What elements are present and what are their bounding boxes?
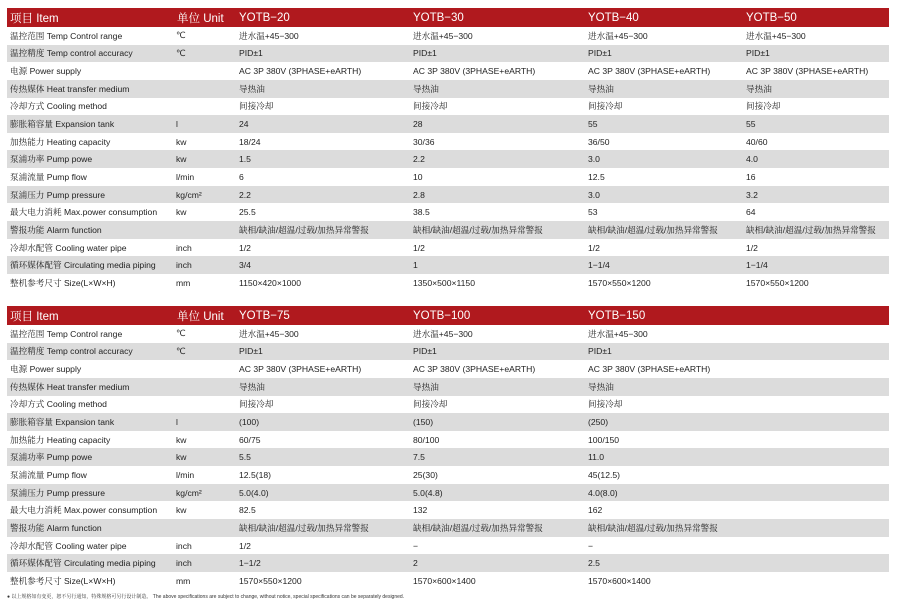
row-value: 进水温+45−300 <box>584 27 742 45</box>
row-value: 30/36 <box>409 133 584 151</box>
footnote: ● 以上规格如有变更，恕不另行通知，特殊规格可另行设计制造。 The above specifications are subject to change, without notice, special specifications can be separately designed. <box>7 594 405 600</box>
row-value: 1570×550×1200 <box>235 572 409 590</box>
row-value: 1/2 <box>742 239 889 257</box>
row-value: 60/75 <box>235 431 409 449</box>
row-value <box>742 396 889 414</box>
row-value: (100) <box>235 413 409 431</box>
row-unit <box>174 80 235 98</box>
row-value: 4.0 <box>742 150 889 168</box>
table-row <box>7 501 889 519</box>
row-value: 进水温+45−300 <box>409 325 584 343</box>
row-value: 3.0 <box>584 186 742 204</box>
table-row <box>7 98 889 116</box>
row-value: 1350×500×1150 <box>409 274 584 292</box>
header-model: YOTB−150 <box>584 306 742 325</box>
row-value: 缺相/缺油/超温/过载/加热异常警报 <box>409 519 584 537</box>
row-value: 18/24 <box>235 133 409 151</box>
row-value: 2.2 <box>235 186 409 204</box>
row-item-label: 膨胀箱容量 Expansion tank <box>7 115 174 133</box>
row-value: 进水温+45−300 <box>584 325 742 343</box>
row-value: 5.0(4.8) <box>409 484 584 502</box>
row-item-label: 加热能力 Heating capacity <box>7 133 174 151</box>
row-value <box>742 413 889 431</box>
row-value: 45(12.5) <box>584 466 742 484</box>
row-value: 导热油 <box>584 80 742 98</box>
row-value <box>742 501 889 519</box>
row-value: 1570×550×1200 <box>584 274 742 292</box>
row-value: 1/2 <box>235 239 409 257</box>
row-value: (250) <box>584 413 742 431</box>
row-value: 3/4 <box>235 256 409 274</box>
row-value: 2.5 <box>584 554 742 572</box>
row-value: 3.0 <box>584 150 742 168</box>
row-value: 64 <box>742 203 889 221</box>
header-unit: 单位 Unit <box>174 306 235 325</box>
table-row <box>7 168 889 186</box>
row-value: 3.2 <box>742 186 889 204</box>
row-value: 缺相/缺油/超温/过载/加热异常警报 <box>409 221 584 239</box>
row-item-label: 温控精度 Temp control accuracy <box>7 343 174 361</box>
row-value <box>742 343 889 361</box>
row-value: − <box>584 537 742 555</box>
row-value: 10 <box>409 168 584 186</box>
row-value: 2 <box>409 554 584 572</box>
row-item-label: 泵浦压力 Pump pressure <box>7 484 174 502</box>
row-value: AC 3P 380V (3PHASE+eARTH) <box>742 62 889 80</box>
row-unit: kw <box>174 431 235 449</box>
row-item-label: 温控精度 Temp control accuracy <box>7 45 174 63</box>
header-model <box>742 306 889 325</box>
table-row <box>7 80 889 98</box>
row-item-label: 泵浦功率 Pump powe <box>7 150 174 168</box>
row-item-label: 最大电力消耗 Max.power consumption <box>7 501 174 519</box>
row-value <box>742 484 889 502</box>
row-item-label: 加热能力 Heating capacity <box>7 431 174 449</box>
row-value: 进水温+45−300 <box>409 27 584 45</box>
row-value: 132 <box>409 501 584 519</box>
row-value: AC 3P 380V (3PHASE+eARTH) <box>409 62 584 80</box>
row-value: 55 <box>584 115 742 133</box>
row-item-label: 警报功能 Alarm function <box>7 221 174 239</box>
row-item-label: 冷却方式 Cooling method <box>7 396 174 414</box>
row-value: 2.2 <box>409 150 584 168</box>
row-value: AC 3P 380V (3PHASE+eARTH) <box>409 360 584 378</box>
row-value: PID±1 <box>742 45 889 63</box>
row-value: − <box>409 537 584 555</box>
row-item-label: 电源 Power supply <box>7 360 174 378</box>
row-unit: ℃ <box>174 45 235 63</box>
row-item-label: 循环媒体配管 Circulating media piping <box>7 554 174 572</box>
row-value: 缺相/缺油/超温/过载/加热异常警报 <box>742 221 889 239</box>
row-value: 1.5 <box>235 150 409 168</box>
spec-table-2 <box>7 306 889 590</box>
row-item-label: 传热媒体 Heat transfer medium <box>7 378 174 396</box>
row-item-label: 整机参考尺寸 Size(L×W×H) <box>7 274 174 292</box>
row-unit <box>174 62 235 80</box>
row-value: 间接冷却 <box>409 396 584 414</box>
table-row <box>7 186 889 204</box>
row-value <box>742 537 889 555</box>
row-item-label: 循环媒体配管 Circulating media piping <box>7 256 174 274</box>
row-value: 间接冷却 <box>584 396 742 414</box>
row-value: 28 <box>409 115 584 133</box>
row-value <box>742 466 889 484</box>
row-value: 进水温+45−300 <box>235 27 409 45</box>
row-value: PID±1 <box>235 343 409 361</box>
header-model: YOTB−30 <box>409 8 584 27</box>
table-row <box>7 256 889 274</box>
row-value: 5.5 <box>235 448 409 466</box>
row-value: PID±1 <box>584 343 742 361</box>
row-item-label: 警报功能 Alarm function <box>7 519 174 537</box>
row-value: 1−1/4 <box>742 256 889 274</box>
table-row <box>7 572 889 590</box>
row-value: (150) <box>409 413 584 431</box>
table-row <box>7 274 889 292</box>
row-value: 导热油 <box>584 378 742 396</box>
table-row <box>7 221 889 239</box>
table-row <box>7 378 889 396</box>
row-item-label: 整机参考尺寸 Size(L×W×H) <box>7 572 174 590</box>
row-unit: kw <box>174 501 235 519</box>
row-value <box>742 431 889 449</box>
row-unit: kw <box>174 448 235 466</box>
row-value: 162 <box>584 501 742 519</box>
row-item-label: 泵浦流量 Pump flow <box>7 168 174 186</box>
row-value: 1570×550×1200 <box>742 274 889 292</box>
row-value: 36/50 <box>584 133 742 151</box>
row-value: 缺相/缺油/超温/过载/加热异常警报 <box>584 221 742 239</box>
table-row <box>7 466 889 484</box>
row-value: 4.0(8.0) <box>584 484 742 502</box>
table-header-row <box>7 306 889 325</box>
table-row <box>7 537 889 555</box>
row-unit <box>174 378 235 396</box>
table-row <box>7 448 889 466</box>
header-item: 项目 Item <box>7 306 174 325</box>
table-row <box>7 484 889 502</box>
row-unit: inch <box>174 537 235 555</box>
table-row <box>7 115 889 133</box>
row-value: 进水温+45−300 <box>235 325 409 343</box>
row-item-label: 温控范围 Temp Control range <box>7 325 174 343</box>
table-row <box>7 62 889 80</box>
row-item-label: 泵浦功率 Pump powe <box>7 448 174 466</box>
row-value: 7.5 <box>409 448 584 466</box>
row-value: 80/100 <box>409 431 584 449</box>
row-value: 导热油 <box>235 378 409 396</box>
row-unit: kg/cm² <box>174 484 235 502</box>
row-value: 6 <box>235 168 409 186</box>
row-value: AC 3P 380V (3PHASE+eARTH) <box>235 360 409 378</box>
table-row <box>7 396 889 414</box>
row-unit: ℃ <box>174 325 235 343</box>
row-value: 1570×600×1400 <box>409 572 584 590</box>
row-item-label: 电源 Power supply <box>7 62 174 80</box>
row-value: AC 3P 380V (3PHASE+eARTH) <box>584 62 742 80</box>
table-row <box>7 360 889 378</box>
row-unit: ℃ <box>174 27 235 45</box>
row-unit: kw <box>174 150 235 168</box>
table-header-row <box>7 8 889 27</box>
row-value: 82.5 <box>235 501 409 519</box>
row-item-label: 传热媒体 Heat transfer medium <box>7 80 174 98</box>
row-item-label: 冷却水配管 Cooling water pipe <box>7 239 174 257</box>
row-unit: mm <box>174 572 235 590</box>
row-value <box>742 325 889 343</box>
row-value: 11.0 <box>584 448 742 466</box>
row-unit: l/min <box>174 466 235 484</box>
row-unit <box>174 221 235 239</box>
row-item-label: 泵浦流量 Pump flow <box>7 466 174 484</box>
table-row <box>7 325 889 343</box>
row-unit <box>174 396 235 414</box>
row-value: 55 <box>742 115 889 133</box>
row-value: 38.5 <box>409 203 584 221</box>
row-value: 间接冷却 <box>584 98 742 116</box>
table-row <box>7 133 889 151</box>
row-value: 5.0(4.0) <box>235 484 409 502</box>
row-value: AC 3P 380V (3PHASE+eARTH) <box>584 360 742 378</box>
row-value <box>742 554 889 572</box>
header-model: YOTB−100 <box>409 306 584 325</box>
row-unit: kg/cm² <box>174 186 235 204</box>
header-model: YOTB−75 <box>235 306 409 325</box>
row-value <box>742 360 889 378</box>
row-value: 24 <box>235 115 409 133</box>
row-unit: l/min <box>174 168 235 186</box>
row-item-label: 泵浦压力 Pump pressure <box>7 186 174 204</box>
row-value: 1/2 <box>235 537 409 555</box>
table-row <box>7 413 889 431</box>
row-unit: ℃ <box>174 343 235 361</box>
row-value: 间接冷却 <box>742 98 889 116</box>
row-value: 1−1/4 <box>584 256 742 274</box>
row-value: 进水温+45−300 <box>742 27 889 45</box>
row-value: 导热油 <box>742 80 889 98</box>
row-value: 12.5(18) <box>235 466 409 484</box>
header-model: YOTB−40 <box>584 8 742 27</box>
row-value: 1570×600×1400 <box>584 572 742 590</box>
row-unit <box>174 519 235 537</box>
row-value: PID±1 <box>235 45 409 63</box>
row-unit: kw <box>174 203 235 221</box>
table-row <box>7 343 889 361</box>
row-value: 25.5 <box>235 203 409 221</box>
header-unit: 单位 Unit <box>174 8 235 27</box>
row-value: PID±1 <box>584 45 742 63</box>
row-value: 1150×420×1000 <box>235 274 409 292</box>
row-value: AC 3P 380V (3PHASE+eARTH) <box>235 62 409 80</box>
row-value: 1/2 <box>409 239 584 257</box>
row-value: 间接冷却 <box>235 98 409 116</box>
header-model: YOTB−20 <box>235 8 409 27</box>
table-row <box>7 150 889 168</box>
row-value: PID±1 <box>409 343 584 361</box>
header-item: 项目 Item <box>7 8 174 27</box>
table-row <box>7 45 889 63</box>
row-value: 53 <box>584 203 742 221</box>
row-value <box>742 378 889 396</box>
row-value: 1 <box>409 256 584 274</box>
row-value: 16 <box>742 168 889 186</box>
row-value <box>742 519 889 537</box>
row-value: 12.5 <box>584 168 742 186</box>
table-row <box>7 203 889 221</box>
spec-table-1 <box>7 8 889 292</box>
row-value: 1/2 <box>584 239 742 257</box>
row-value: 40/60 <box>742 133 889 151</box>
row-value: 导热油 <box>409 378 584 396</box>
row-value: 间接冷却 <box>409 98 584 116</box>
row-value: 缺相/缺油/超温/过载/加热异常警报 <box>235 519 409 537</box>
row-value: 缺相/缺油/超温/过载/加热异常警报 <box>584 519 742 537</box>
row-value: 缺相/缺油/超温/过载/加热异常警报 <box>235 221 409 239</box>
row-value: PID±1 <box>409 45 584 63</box>
row-item-label: 冷却水配管 Cooling water pipe <box>7 537 174 555</box>
row-value: 1−1/2 <box>235 554 409 572</box>
row-value: 2.8 <box>409 186 584 204</box>
row-value: 导热油 <box>235 80 409 98</box>
row-unit: l <box>174 115 235 133</box>
table-row <box>7 519 889 537</box>
header-model: YOTB−50 <box>742 8 889 27</box>
row-value <box>742 572 889 590</box>
row-unit: l <box>174 413 235 431</box>
row-unit: mm <box>174 274 235 292</box>
table-row <box>7 239 889 257</box>
table-row <box>7 431 889 449</box>
row-unit: inch <box>174 239 235 257</box>
row-item-label: 冷却方式 Cooling method <box>7 98 174 116</box>
table-row <box>7 27 889 45</box>
row-value <box>742 448 889 466</box>
row-item-label: 最大电力消耗 Max.power consumption <box>7 203 174 221</box>
row-value: 间接冷却 <box>235 396 409 414</box>
row-unit <box>174 98 235 116</box>
row-item-label: 膨胀箱容量 Expansion tank <box>7 413 174 431</box>
row-unit <box>174 360 235 378</box>
row-value: 100/150 <box>584 431 742 449</box>
table-row <box>7 554 889 572</box>
row-item-label: 温控范围 Temp Control range <box>7 27 174 45</box>
row-value: 25(30) <box>409 466 584 484</box>
row-unit: inch <box>174 554 235 572</box>
row-unit: kw <box>174 133 235 151</box>
row-value: 导热油 <box>409 80 584 98</box>
row-unit: inch <box>174 256 235 274</box>
